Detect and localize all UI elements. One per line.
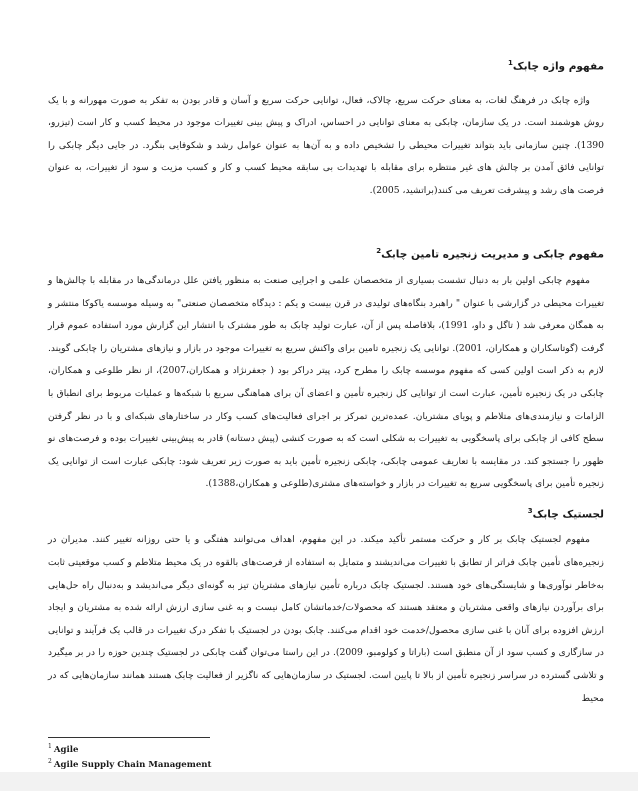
- footnote-mark: 3: [527, 506, 533, 515]
- section-paragraph: واژه چابک در فرهنگ لغات، به معنای حرکت سریع، چالاک، فعال، توانایی حرکت سریع و آسان و قادر بودن به تفکر به صورت مهورانه و با یک روش هوشمند است. در یک سازمان، چابکی به معنای توانایی در احساس، ادراک و پیش بینی تغییرات موجود در محیط کسب و کار است (تیزرو، 1390). چنین سازمانی باید بتواند تغییرات محیطی را تشخیص داده و به آن‌ها به عنوان عوامل رشد و شکوفایی بنگرد. در جایی دیگر چابکی را توانایی فائق آمدن بر چالش های غیر منتظره برای مقابله با تهدیدات بی سابقه محیط کسب و کار و کسب مزیت و سود از تغییرات، به عنوان فرصت های رشد و پیشرفت تعریف می کنند(براتشید، 2005).: [48, 94, 604, 196]
- section-agile-word: [48, 54, 604, 202]
- section-paragraph: مفهوم چابکی اولین بار به دنبال تشست بسیاری از متخصصان علمی و اجرایی صنعت به منظور یافتن علل درماندگی‌ها در مقابله با چالش‌ها و تغییرات محیطی در گزارشی با عنوان " راهبرد بنگاه‌های تولیدی در قرن بیست و یکم : دیدگاه متخصصان صنعتی" به وسیله موسسه یاکوکا منتشر و به همگان معرفی شد ( تاگل و داو، 1991)، بلافاصله پس از آن، عبارت تولید چابک به طور مشترک با انتشار این گزارش مورد استفاده عموم قرار گرفت (گوتاسکاران و همکاران، 2001). توانایی یک زنجیره تامین برای واکنش سریع به تغییرات موجود در بازار و نیازهای مشتریان را چابکی گویند. لازم به ذکر است اولین کسی که مفهوم موسسه چابک را مطرح کرد، پیتر دراکر بود ( جعفرنژاد و همکاران،2007)، از نظر طلوعی و همکاران، چابکی در یک زنجیره تأمین، عبارت است از توانایی کل زنجیره تأمین و اعضای آن برای هماهنگی سریع با شبکه‌ها و عملیات مربوط برای انطباق با الزامات و نیازمندی‌های متلاطم و پویای مشتریان. عمده‌ترین تمرکز بر اجرای فعالیت‌های کسب وکار در ساختارهای شبکه‌ای و با در نظر گرفتن سطح کافی از چابکی برای پاسخگویی به تغییرات به شکلی است که به صورت کنشی (پیش دستانه) قادر به پیش‌بینی تغییرات بوده و فرصت‌های نو ظهور را جستجو کند. در مقایسه با تعاریف عمومی چابکی، چابکی زنجیره تأمین باید به صورت زیر تعریف شود: چابکی عبارت است از توانایی یک زنجیره تأمین برای پاسخگویی سریع به تغییرات در بازار و خواسته‌های مشتری(طلوعی و همکاران،1388).: [48, 274, 604, 490]
- page-bottom-margin: [0, 772, 638, 791]
- section-heading: مفهوم واژه چابک$^1$: [507, 59, 604, 73]
- footnote-divider: [48, 737, 210, 738]
- footnote-mark: 1: [507, 59, 513, 67]
- section-agile-logistics: [48, 502, 604, 710]
- footnote-mark: 2: [376, 247, 382, 256]
- section-paragraph: مفهوم لجستیک چابک بر کار و حرکت مستمر تأکید میکند. در این مفهوم، اهداف می‌توانند هفتگی و یا حتی روزانه تغییر کنند. مدیران در زنجیره‌های تأمین چابک فراتر از تطابق با تغییرات می‌اندیشند و متمایل به استفاده از فرصت‌های بالقوه در یک محیط متلاطم و کسب موقعیتی ثابت به‌خاطر نوآوری‌ها و شایستگی‌های خود هستند. لجستیک چابک درباره تأمین نیازهای مشتریان تیز به گونه‌ای دیگر می‌اندیشد و به‌دنبال راه حل‌هایی برای برآوردن نیازهای واقعی مشتریان و معتقد هستند که محصولات/خدماتشان کامل نیست و به غنی سازی ارزش ارائه شده به مشتریان و ایجاد ارزش افزوده برای آنان با غنی سازی محصول/خدمت خود اقدام می‌کنند. چابک بودن در لجستیک با تفکر درک تغییرات در قالب یک فرآیند و توانایی در سازگاری و کسب سود از آن منطبق است (باراتا و کولومبو، 2009). در این راستا می‌توان گفت چابکی در لجستیک چندین حوزه را در بر میگیرد و تلاشی گسترده در سراسر زنجیره تأمین از بالا تا پایین است. لجستیک در سازمان‌هایی که ناگزیر از فعالیت چابک هستند همانند سازمان‌هایی که در محیط: [48, 534, 604, 704]
- section-agility-scm: [48, 242, 604, 495]
- footnote-item: $^2$ Agile Supply Chain Management: [48, 758, 212, 771]
- document-body: [48, 54, 604, 710]
- section-heading: مفهوم چابکی و مدیریت زنجیره تامین چابک$^2$: [376, 247, 604, 261]
- footnote-item: $^1$ Agile: [48, 743, 79, 755]
- section-heading: لجستیک چابک$^3$: [527, 506, 604, 521]
